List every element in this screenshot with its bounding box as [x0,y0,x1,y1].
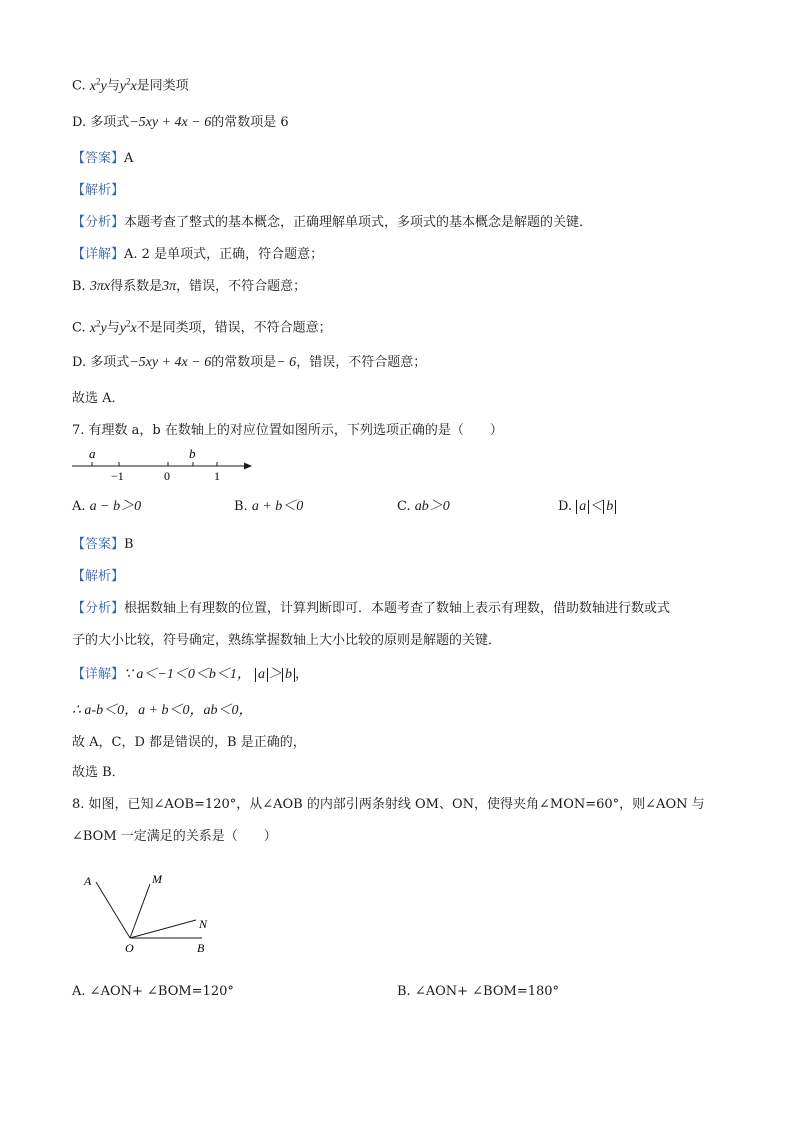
math-expr: −5xy + 4x − 6 [129,115,212,130]
fenxi-text: 子的大小比较，符号确定，熟练掌握数轴上大小比较的原则是解题的关键． [72,633,502,648]
option-letter: A. [72,984,86,999]
q7-option-d [558,498,616,516]
q7-option-b [234,498,303,516]
q7-fenxi-line1 [72,600,670,618]
analysis-tag: 【解析】 [72,569,125,584]
math-expr: 3π [162,279,177,294]
answer-value: B [124,537,134,552]
fenxi-tag: 【分析】 [72,215,125,230]
label-b: b [189,446,196,461]
label-n: N [199,917,208,931]
math-term: $x^2y$ [89,76,107,94]
detail-b-line [72,278,306,296]
q7-xiangjie-line [72,666,308,684]
question-8-stem-line2 [72,828,277,846]
option-letter: D. [558,499,573,514]
fenxi-tag: 【分析】 [72,601,125,616]
math-expr: a + b＜0 [251,499,304,514]
abs-value: a [255,668,268,682]
ray-oa [96,882,130,938]
q7-fenxi-line2 [72,632,501,650]
math-expr: ∴ a-b＜0，a + b＜0，ab＜0， [72,703,253,718]
question-text: ∠BOM 一定满足的关系是（ ） [72,829,277,844]
q7-option-c [397,498,450,516]
option-letter: C. [397,499,411,514]
answer-tag: 【答案】 [72,537,125,552]
fenxi-text: 根据数轴上有理数的位置，计算判断即可．本题考查了数轴上表示有理数，借助数轴进行数或式 [124,601,671,616]
analysis-heading [72,182,124,200]
math-expr: ∵ a＜−1＜0＜b＜1， [124,667,251,682]
punctuation: ， [295,667,309,682]
detail-text: 故 A，C，D 都是错误的，B 是正确的， [72,735,306,750]
answer-tag: 【答案】 [72,151,125,166]
analysis-tag: 【解析】 [72,183,125,198]
q8-option-b [397,983,559,1001]
label-b: B [197,941,205,955]
fenxi-text: 本题考查了整式的基本概念，正确理解单项式，多项式的基本概念是解题的关键． [124,215,593,230]
option-text: ∠AON+ ∠BOM=180° [414,984,560,999]
q8-option-a [72,983,234,1001]
option-letter: A. [72,499,86,514]
question-text: 8. 如图，已知∠AOB=120°，从∠AOB 的内部引两条射线 OM、ON，使得夹角∠MON=60°，则∠AON 与 [72,797,705,812]
xiangjie-tag: 【详解】 [72,667,125,682]
detail-text: D. 多项式 [72,355,130,370]
question-7-stem [72,422,503,440]
conclusion-line [72,390,125,408]
label-m: M [152,872,162,886]
math-term: $y^2x$ [119,76,137,94]
option-letter: C. [72,320,86,336]
detail-text: ，错误，不符合题意； [176,279,307,294]
answer-value: A [124,151,134,166]
relation-symbol: ＞ [268,667,283,682]
relation-symbol: ＜ [589,499,604,514]
connector-text: 与 [106,320,120,336]
q7-analysis-heading [72,568,124,586]
q7-answer-line [72,536,134,554]
math-term: $y^2x$ [119,318,137,336]
label-0: 0 [164,469,170,483]
detail-d-line [72,354,426,372]
angle-figure [78,868,218,956]
math-expr: 3πx [89,279,111,294]
q7-so-line [72,734,306,752]
math-term: $x^2y$ [89,318,107,336]
q7-option-a [72,498,141,516]
option-text: 是同类项 [136,78,189,94]
xiangjie-text: A. 2 是单项式，正确，符合题意； [124,247,324,262]
fenxi-line [72,214,592,232]
label-a: a [89,446,96,461]
math-expr: −5xy + 4x − 6 [129,355,212,370]
detail-text: ，错误，不符合题意； [296,355,427,370]
abs-value: b [603,500,616,514]
label-1: 1 [214,469,220,483]
detail-text: 不是同类项，错误，不符合题意； [136,320,332,336]
option-c-line [72,72,189,96]
detail-text: 得系数是 [110,279,163,294]
label-neg1: −1 [111,469,124,483]
math-expr: a − b＞0 [89,499,142,514]
option-text: D. 多项式 [72,115,130,130]
option-text: 的常数项是 6 [211,115,289,130]
q7-therefore-line [72,702,253,720]
label-o: O [125,941,134,955]
math-expr: − 6 [276,355,297,370]
abs-value: a [576,500,589,514]
question-8-stem-line1 [72,796,705,814]
option-d-line [72,114,289,132]
xiangjie-tag: 【详解】 [72,247,125,262]
xiangjie-line [72,246,323,264]
ray-om [130,884,150,938]
question-text: 7. 有理数 a，b 在数轴上的对应位置如图所示，下列选项正确的是（ ） [72,423,503,438]
option-letter: B. [397,984,411,999]
detail-text: 的常数项是 [211,355,277,370]
option-letter: B. [72,279,86,294]
label-a: A [84,874,92,888]
connector-text: 与 [106,78,120,94]
option-text: ∠AON+ ∠BOM=120° [89,984,234,999]
ray-on [130,920,196,938]
abs-value: b [282,668,295,682]
detail-c-line [72,314,332,338]
number-line-figure [68,446,258,484]
conclusion-text: 故选 B． [72,765,125,780]
option-letter: B. [234,499,248,514]
arrow-head-icon [244,463,252,470]
math-expr: ab＞0 [414,499,450,514]
q7-conclusion-line [72,764,125,782]
conclusion-text: 故选 A． [72,391,125,406]
answer-line [72,150,133,168]
option-letter: C. [72,78,86,94]
